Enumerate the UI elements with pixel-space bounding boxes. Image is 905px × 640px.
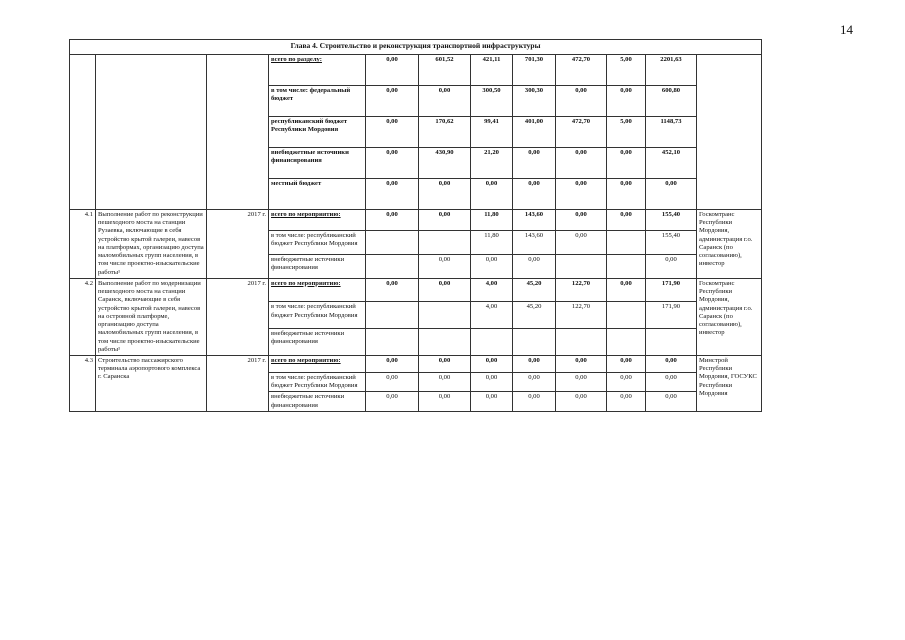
item-row-label: всего по мероприятию:: [269, 355, 366, 372]
item-year: 2017 г.: [207, 278, 269, 355]
item-value: 0,00: [471, 355, 513, 372]
item-value: 0,00: [419, 210, 471, 231]
summary-value: 0,00: [366, 117, 419, 148]
summary-value: 0,00: [366, 148, 419, 179]
item-value: 0,00: [646, 372, 697, 391]
item-value: 0,00: [607, 210, 646, 231]
item-value: 0,00: [513, 392, 556, 411]
item-value: 155,40: [646, 230, 697, 254]
summary-label: в том числе: федеральный бюджет: [269, 86, 366, 117]
summary-value: 0,00: [646, 179, 697, 210]
item-value: 0,00: [513, 355, 556, 372]
item-value: [513, 329, 556, 356]
summary-executor-cell: [697, 55, 762, 210]
summary-value: 0,00: [366, 86, 419, 117]
item-year: 2017 г.: [207, 355, 269, 411]
item-name: Выполнение работ по модернизации пешеходного моста на станции Саранск, включающие в себя устройство крытой галереи, навесов на островной платформе, организацию доступа маломобильных групп населения, в том числе проектно-изыскательские работы¹: [96, 278, 207, 355]
item-value: 0,00: [366, 392, 419, 411]
item-value: 171,90: [646, 278, 697, 301]
summary-label: внебюджетные источники финансирования: [269, 148, 366, 179]
summary-value: 5,00: [607, 117, 646, 148]
item-value: 0,00: [419, 278, 471, 301]
item-value: 0,00: [366, 372, 419, 391]
summary-name-cell: [96, 55, 207, 210]
summary-num-cell: [70, 55, 96, 210]
item-value: 0,00: [513, 254, 556, 278]
item-value: [366, 254, 419, 278]
item-value: 45,20: [513, 278, 556, 301]
summary-value: 0,00: [513, 179, 556, 210]
item-value: 11,80: [471, 210, 513, 231]
summary-value: 5,00: [607, 55, 646, 86]
chapter-title: Глава 4. Строительство и реконструкция транспортной инфраструктуры: [70, 40, 762, 55]
item-value: 4,00: [471, 302, 513, 329]
summary-value: 0,00: [419, 179, 471, 210]
item-value: 0,00: [607, 278, 646, 301]
item-value: 0,00: [366, 210, 419, 231]
item-value: 0,00: [471, 392, 513, 411]
item-value: [419, 329, 471, 356]
summary-value: 430,90: [419, 148, 471, 179]
item-value: [471, 329, 513, 356]
item-value: 0,00: [556, 210, 607, 231]
summary-label: всего по разделу:: [269, 55, 366, 86]
item-row-label: в том числе: республиканский бюджет Республики Мордовия: [269, 302, 366, 329]
item-value: 0,00: [366, 355, 419, 372]
summary-value: 2201,63: [646, 55, 697, 86]
summary-year-cell: [207, 55, 269, 210]
item-name: Выполнение работ по реконструкции пешеходного моста на станции Рузаевка, включающие в себя устройство крытой галереи, навесов на платформах, организацию доступа маломобильных групп населения, в том числе проектно-изыскательские работы¹: [96, 210, 207, 279]
summary-value: 0,00: [556, 179, 607, 210]
summary-value: 421,11: [471, 55, 513, 86]
item-row: [70, 355, 762, 372]
item-row-label: внебюджетные источники финансирования: [269, 329, 366, 356]
item-value: 0,00: [556, 230, 607, 254]
summary-value: 0,00: [513, 148, 556, 179]
item-value: 0,00: [607, 372, 646, 391]
summary-value: 1148,73: [646, 117, 697, 148]
page-number: 14: [840, 22, 853, 37]
item-row: [70, 278, 762, 301]
item-value: [366, 329, 419, 356]
chapter-row: [70, 40, 762, 55]
summary-value: 0,00: [419, 86, 471, 117]
summary-value: 0,00: [607, 148, 646, 179]
item-value: 0,00: [556, 355, 607, 372]
summary-value: 99,41: [471, 117, 513, 148]
item-value: 0,00: [366, 278, 419, 301]
item-value: 0,00: [419, 392, 471, 411]
table-body: [70, 40, 762, 412]
item-value: 0,00: [419, 372, 471, 391]
item-value: [607, 302, 646, 329]
item-value: 0,00: [471, 254, 513, 278]
item-executor: Госкомтранс Республики Мордовия, администрация г.о. Саранск (по согласованию), инвестор: [697, 210, 762, 279]
item-value: 0,00: [646, 254, 697, 278]
summary-value: 300,30: [513, 86, 556, 117]
summary-value: 472,70: [556, 55, 607, 86]
item-value: 171,90: [646, 302, 697, 329]
summary-value: 401,00: [513, 117, 556, 148]
summary-value: 472,70: [556, 117, 607, 148]
item-value: 0,00: [513, 372, 556, 391]
summary-value: 0,00: [366, 55, 419, 86]
item-value: [646, 329, 697, 356]
summary-value: 21,20: [471, 148, 513, 179]
item-value: 0,00: [419, 254, 471, 278]
item-value: 122,70: [556, 302, 607, 329]
summary-value: 601,52: [419, 55, 471, 86]
item-value: [419, 302, 471, 329]
summary-value: 0,00: [607, 179, 646, 210]
item-value: [607, 230, 646, 254]
summary-value: 600,80: [646, 86, 697, 117]
item-value: 143,60: [513, 210, 556, 231]
summary-value: 0,00: [607, 86, 646, 117]
item-value: 0,00: [646, 355, 697, 372]
item-value: 0,00: [607, 355, 646, 372]
item-value: 0,00: [556, 392, 607, 411]
summary-value: 452,10: [646, 148, 697, 179]
summary-value: 0,00: [366, 179, 419, 210]
item-row-label: всего по мероприятию:: [269, 278, 366, 301]
item-value: [607, 254, 646, 278]
summary-value: 0,00: [556, 86, 607, 117]
item-number: 4.3: [70, 355, 96, 411]
item-executor: Минстрой Республики Мордовия, ГОСУКС Республики Мордовия: [697, 355, 762, 411]
item-value: 11,80: [471, 230, 513, 254]
item-row-label: внебюджетные источники финансирования: [269, 392, 366, 411]
item-value: 0,00: [607, 392, 646, 411]
item-number: 4.2: [70, 278, 96, 355]
item-row-label: всего по мероприятию:: [269, 210, 366, 231]
summary-value: 300,50: [471, 86, 513, 117]
summary-label: республиканский бюджет Республики Мордовия: [269, 117, 366, 148]
item-row-label: в том числе: республиканский бюджет Республики Мордовия: [269, 372, 366, 391]
summary-row: [70, 55, 762, 86]
item-value: 155,40: [646, 210, 697, 231]
item-value: 0,00: [646, 392, 697, 411]
item-value: 0,00: [556, 372, 607, 391]
summary-value: 0,00: [471, 179, 513, 210]
item-row-label: внебюджетные источники финансирования: [269, 254, 366, 278]
summary-value: 0,00: [556, 148, 607, 179]
item-value: 0,00: [471, 372, 513, 391]
item-row: [70, 210, 762, 231]
summary-value: 170,62: [419, 117, 471, 148]
item-value: [556, 329, 607, 356]
summary-value: 701,30: [513, 55, 556, 86]
item-value: [366, 302, 419, 329]
item-name: Строительство пассажирского терминала аэропортового комплекса г. Саранска: [96, 355, 207, 411]
program-table: [69, 39, 762, 412]
summary-label: местный бюджет: [269, 179, 366, 210]
item-executor: Госкомтранс Республики Мордовия, администрация г.о. Саранск (по согласованию), инвестор: [697, 278, 762, 355]
item-number: 4.1: [70, 210, 96, 279]
item-value: 0,00: [419, 355, 471, 372]
item-value: 45,20: [513, 302, 556, 329]
item-value: 122,70: [556, 278, 607, 301]
item-value: [607, 329, 646, 356]
item-value: [556, 254, 607, 278]
item-value: 143,60: [513, 230, 556, 254]
item-value: [366, 230, 419, 254]
item-value: [419, 230, 471, 254]
item-year: 2017 г.: [207, 210, 269, 279]
item-row-label: в том числе: республиканский бюджет Республики Мордовия: [269, 230, 366, 254]
item-value: 4,00: [471, 278, 513, 301]
